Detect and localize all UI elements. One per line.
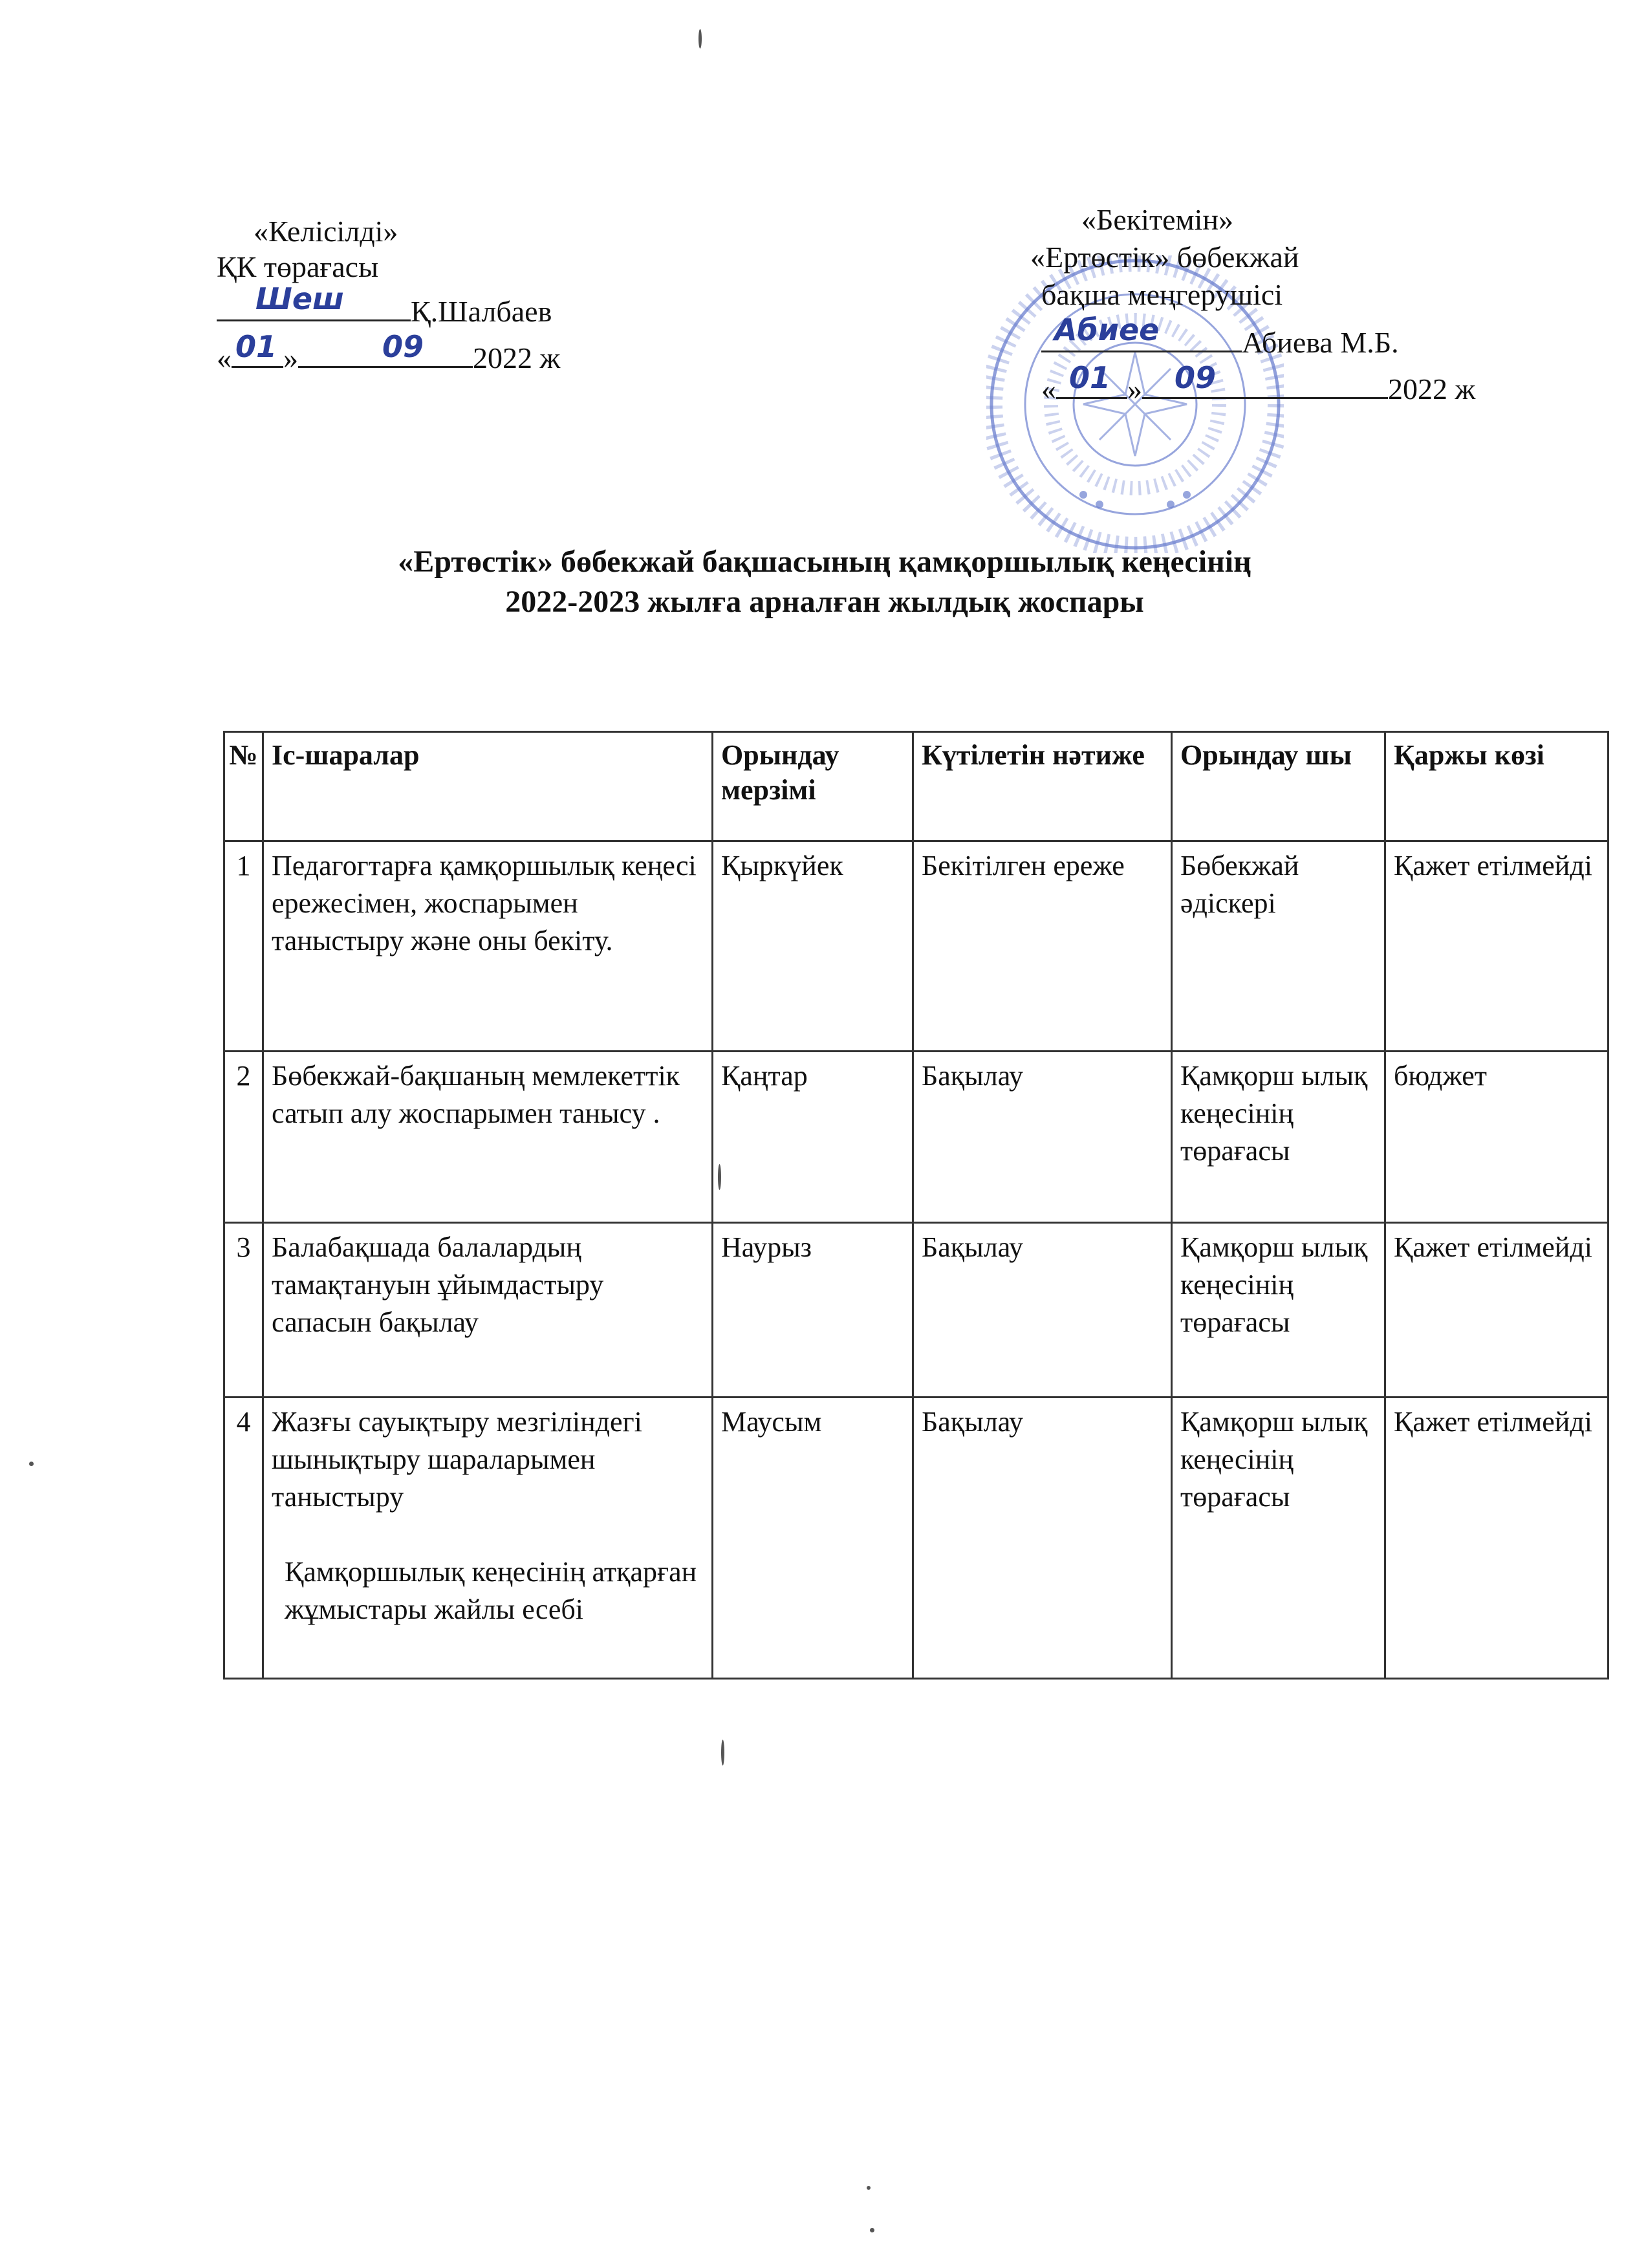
head-date-line xyxy=(1041,360,1476,407)
header-executor: Орындау шы xyxy=(1172,732,1385,841)
row-event-cell xyxy=(263,1398,713,1679)
approve-label: «Бекітемін» xyxy=(1081,203,1233,236)
header-expected-result: Күтілетін нәтиже xyxy=(913,732,1172,841)
row-event-extra: Қамқоршылық кеңесінің атқарған жұмыстары жайлы есебі xyxy=(285,1556,697,1625)
table-row xyxy=(224,1223,1608,1398)
head-date-year: 2022 ж xyxy=(1388,373,1476,405)
row-executor: Қамқорш ылық кеңесінің төрағасы xyxy=(1172,1052,1385,1223)
header-events: Іс-шаралар xyxy=(263,732,713,841)
row-result: Бекітілген ереже xyxy=(913,841,1172,1052)
table-row xyxy=(224,1052,1608,1223)
chair-date-day: 01 xyxy=(235,329,277,364)
title-line-1: «Ертөстік» бөбекжай бақшасының қамқоршылық кеңесінің xyxy=(398,545,1251,579)
row-executor: Қамқорш ылық кеңесінің төрағасы xyxy=(1172,1398,1385,1679)
table-row xyxy=(224,1398,1608,1679)
agreed-label: «Келісілді» xyxy=(254,215,398,248)
day-underline xyxy=(1056,360,1127,399)
row-funding: бюджет xyxy=(1385,1052,1608,1223)
scan-mark xyxy=(698,29,702,49)
chair-signature-line xyxy=(217,281,552,330)
annual-plan-table xyxy=(223,731,1609,1679)
close-quote: » xyxy=(1127,373,1142,405)
head-date-day: 01 xyxy=(1069,360,1111,395)
row-funding: Қажет етілмейді xyxy=(1385,841,1608,1052)
committee-chair-role: ҚК төрағасы xyxy=(217,250,378,283)
title-line-2: 2022-2023 жылға арналған жылдық жоспары xyxy=(505,585,1144,619)
close-quote: » xyxy=(283,341,298,374)
row-number: 3 xyxy=(224,1223,263,1398)
row-deadline: Қаңтар xyxy=(713,1052,913,1223)
table-row xyxy=(224,841,1608,1052)
head-handwritten-signature: Aбиеe xyxy=(1054,312,1160,347)
row-deadline: Қыркүйек xyxy=(713,841,913,1052)
open-quote: « xyxy=(217,341,232,374)
row-deadline: Маусым xyxy=(713,1398,913,1679)
head-date-month: 09 xyxy=(1175,360,1217,395)
chair-handwritten-signature: Шеш xyxy=(255,281,344,316)
row-event: Балабақшада балалардың тамақтануын ұйымдастыру сапасын бақылау xyxy=(263,1223,713,1398)
org-name: «Ертөстік» бөбекжай xyxy=(1030,241,1299,274)
month-underline xyxy=(298,329,473,368)
row-result: Бақылау xyxy=(913,1052,1172,1223)
row-number: 4 xyxy=(224,1398,263,1679)
scan-mark xyxy=(870,2228,874,2232)
row-deadline: Наурыз xyxy=(713,1223,913,1398)
header-deadline: Орындау мерзімі xyxy=(713,732,913,841)
row-executor: Бөбекжай әдіскері xyxy=(1172,841,1385,1052)
chair-date-line xyxy=(217,329,561,376)
row-number: 1 xyxy=(224,841,263,1052)
document-title xyxy=(194,542,1455,622)
day-underline xyxy=(232,329,283,368)
row-event: Педагогтарға қамқоршылық кеңесі ережесімен, жоспарымен таныстыру және оны бекіту. xyxy=(263,841,713,1052)
table-header-row xyxy=(224,732,1608,841)
row-number: 2 xyxy=(224,1052,263,1223)
open-quote: « xyxy=(1041,373,1056,405)
scan-mark xyxy=(718,1164,721,1190)
head-role: бақша меңгерушісі xyxy=(1041,278,1283,311)
row-result: Бақылау xyxy=(913,1223,1172,1398)
row-executor: Қамқорш ылық кеңесінің төрағасы xyxy=(1172,1223,1385,1398)
row-result: Бақылау xyxy=(913,1398,1172,1679)
head-signature-line xyxy=(1041,312,1399,361)
chair-date-year: 2022 ж xyxy=(473,341,561,374)
month-underline xyxy=(1142,360,1388,399)
row-funding: Қажет етілмейді xyxy=(1385,1223,1608,1398)
head-name: Абиева М.Б. xyxy=(1242,326,1399,359)
scan-mark xyxy=(867,2186,871,2190)
row-event: Бөбекжай-бақшаның мемлекеттік сатып алу жоспарымен танысу . xyxy=(263,1052,713,1223)
chair-date-month: 09 xyxy=(382,329,424,364)
signature-underline xyxy=(217,281,411,321)
header-funding: Қаржы көзі xyxy=(1385,732,1608,841)
scan-mark xyxy=(721,1740,724,1766)
row-funding: Қажет етілмейді xyxy=(1385,1398,1608,1679)
signature-underline xyxy=(1041,312,1242,352)
header-number: № xyxy=(224,732,263,841)
row-event: Жазғы сауықтыру мезгіліндегі шынықтыру шараларымен таныстыру xyxy=(272,1406,642,1513)
scan-mark xyxy=(29,1462,34,1466)
chair-name: Қ.Шалбаев xyxy=(411,295,552,328)
